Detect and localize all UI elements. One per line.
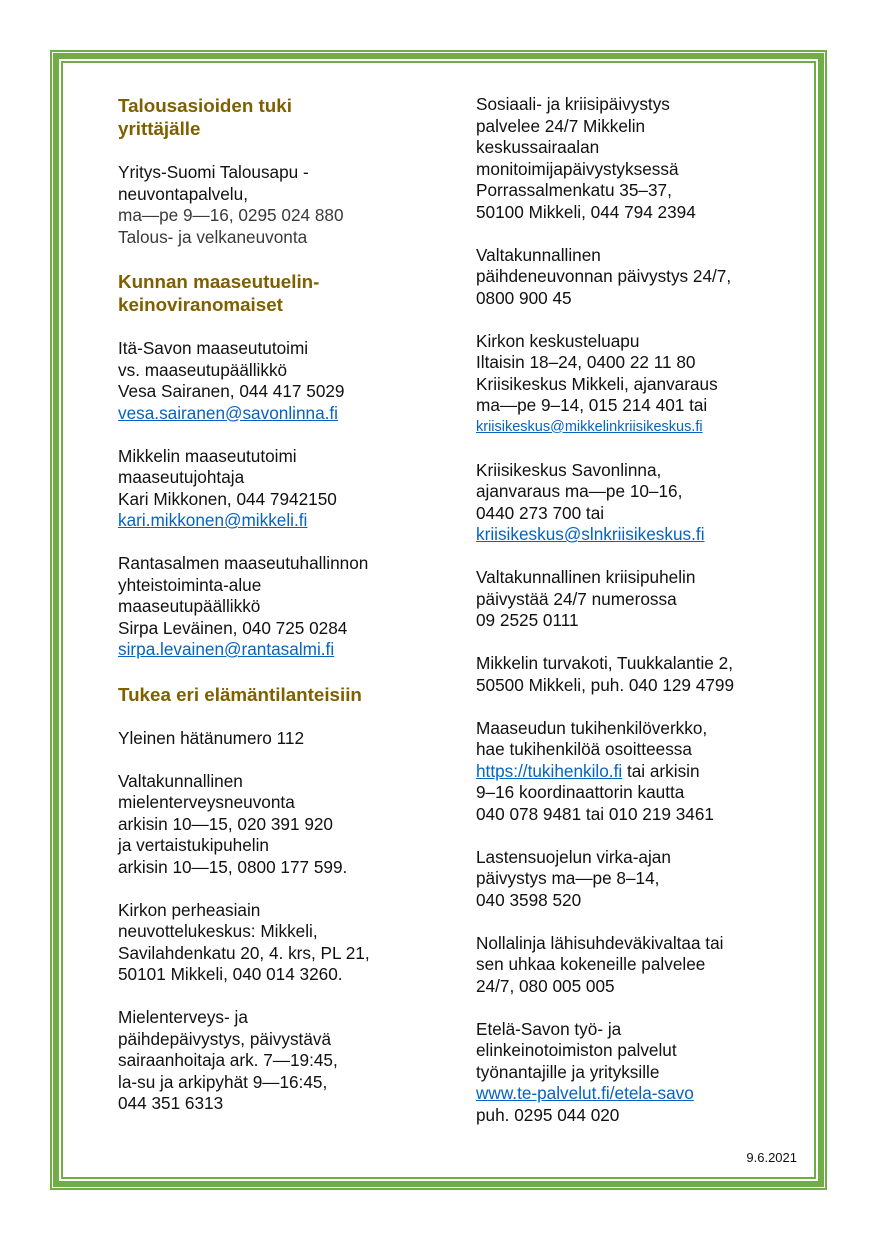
text-line: 0440 273 700 tai <box>476 502 605 523</box>
text-line: Yritys-Suomi Talousapu - <box>118 162 309 182</box>
text-line: elinkeinotoimiston palvelut <box>476 1040 677 1060</box>
text-line: ajanvaraus ma—pe 10–16, <box>476 481 683 501</box>
text-line: Sirpa Leväinen, 040 725 0284 <box>118 617 348 638</box>
text-line: Kirkon keskusteluapu <box>476 330 640 351</box>
heading-tukea-eri-elamantilanteisiin <box>118 683 458 706</box>
block-tukihenkiloverkko <box>476 718 796 826</box>
text-line: 24/7, 080 005 005 <box>476 975 615 996</box>
email-link-vesa-sairanen[interactable]: vesa.sairanen@savonlinna.fi <box>118 402 339 423</box>
heading-line: Talousasioiden tuki <box>118 95 292 116</box>
text-line: Mikkelin maaseututoimi <box>118 445 297 466</box>
text-line: Vesa Sairanen, 044 417 5029 <box>118 381 345 401</box>
text-line: 09 2525 0111 <box>476 610 579 630</box>
text-line: Kriisikeskus Mikkeli, ajanvaraus <box>476 373 718 394</box>
block-sosiaali-kriisipaivystys <box>476 94 796 223</box>
text-line: Itä-Savon maaseututoimi <box>118 338 309 358</box>
block-paihdeneuvonta <box>476 245 796 310</box>
text-line: päivystää 24/7 numerossa <box>476 588 677 609</box>
text-line: sairaanhoitaja ark. 7—19:45, <box>118 1050 338 1070</box>
text-line: Mielenterveys- ja <box>118 1007 248 1027</box>
block-mikkelin-maaseututoimi <box>118 446 458 532</box>
text-line: Mikkelin turvakoti, Tuukkalantie 2, <box>476 653 733 673</box>
text-line: sen uhkaa kokeneille palvelee <box>476 954 706 974</box>
left-column <box>118 94 458 1136</box>
text-line: 50500 Mikkeli, puh. 040 129 4799 <box>476 674 735 695</box>
text-line: arkisin 10—15, 020 391 920 <box>118 813 333 834</box>
text-line: monitoimijapäivystyksessä <box>476 158 679 179</box>
text-line: vs. maaseutupäällikkö <box>118 359 288 380</box>
text-line: Sosiaali- ja kriisipäivystys <box>476 94 670 114</box>
block-mielenterveysneuvonta <box>118 771 458 879</box>
block-kirkon-perheasiain <box>118 900 458 986</box>
heading-line: Tukea eri elämäntilanteisiin <box>118 683 362 705</box>
text-line: maaseutujohtaja <box>118 467 245 487</box>
text-line: ma—pe 9—16, 0295 024 880 <box>118 205 344 225</box>
heading-line: Kunnan maaseutuelin- <box>118 271 320 292</box>
text-line: Talous- ja velkaneuvonta <box>118 226 308 247</box>
text-line: mielenterveysneuvonta <box>118 792 295 812</box>
text-line: 040 078 9481 tai 010 219 3461 <box>476 803 714 824</box>
text-line: Nollalinja lähisuhdeväkivaltaa tai <box>476 932 724 953</box>
email-link-kari-mikkonen[interactable]: kari.mikkonen@mikkeli.fi <box>118 510 308 530</box>
text-line: Kari Mikkonen, 044 7942150 <box>118 488 337 509</box>
right-column <box>476 94 796 1148</box>
block-mielenterveys-paihdepaivystys <box>118 1007 458 1115</box>
text-line: Porrassalmenkatu 35–37, <box>476 180 672 200</box>
block-kriisikeskus-savonlinna <box>476 460 796 546</box>
text-line: päihdeneuvonnan päivystys 24/7, <box>476 266 732 286</box>
text-line: puh. 0295 044 020 <box>476 1104 620 1125</box>
text-line: palvelee 24/7 Mikkelin <box>476 115 646 136</box>
text-line: arkisin 10—15, 0800 177 599. <box>118 856 348 877</box>
text-line: 9–16 koordinaattorin kautta <box>476 782 685 802</box>
text-line: la-su ja arkipyhät 9—16:45, <box>118 1071 328 1092</box>
block-kriisipuhelin <box>476 567 796 632</box>
block-hatanumero <box>118 728 458 750</box>
text-line: hae tukihenkilöä osoitteessa <box>476 739 692 759</box>
block-mikkelin-turvakoti <box>476 653 796 696</box>
block-lastensuojelu <box>476 847 796 912</box>
block-ita-savon-maaseututoimi <box>118 338 458 424</box>
email-link-sln-kriisikeskus[interactable]: kriisikeskus@slnkriisikeskus.fi <box>476 524 705 544</box>
text-line: Savilahdenkatu 20, 4. krs, PL 21, <box>118 942 370 963</box>
text-line: 50100 Mikkeli, 044 794 2394 <box>476 201 696 222</box>
text-line: Kriisikeskus Savonlinna, <box>476 459 662 480</box>
block-nollalinja <box>476 933 796 998</box>
text-line: Lastensuojelun virka-ajan <box>476 846 671 867</box>
text-line: Kirkon perheasiain <box>118 899 261 920</box>
text-line: päihdepäivystys, päivystävä <box>118 1028 332 1049</box>
email-link-mikkelin-kriisikeskus[interactable]: kriisikeskus@mikkelinkriisikeskus.fi <box>476 418 703 435</box>
text-line: työnantajille ja yrityksille <box>476 1061 660 1082</box>
text-line: neuvontapalvelu, <box>118 183 248 204</box>
block-kirkon-keskusteluapu <box>476 331 796 439</box>
email-link-sirpa-levainen[interactable]: sirpa.levainen@rantasalmi.fi <box>118 639 335 659</box>
block-rantasalmen-maaseutuhallinto <box>118 553 458 661</box>
text-line: Rantasalmen maaseutuhallinnon <box>118 553 369 573</box>
text-line: neuvottelukeskus: Mikkeli, <box>118 921 318 941</box>
text-line: 044 351 6313 <box>118 1093 224 1113</box>
text-line: ma—pe 9–14, 015 214 401 tai <box>476 395 708 415</box>
text-line: päivystys ma—pe 8–14, <box>476 868 660 888</box>
document-date: 9.6.2021 <box>746 1150 797 1165</box>
text-line: Maaseudun tukihenkilöverkko, <box>476 717 708 738</box>
text-line: yhteistoiminta-alue <box>118 574 262 595</box>
text-line: maaseutupäällikkö <box>118 596 261 616</box>
text-line: 040 3598 520 <box>476 889 582 910</box>
text-line: Valtakunnallinen <box>476 244 601 265</box>
heading-line: yrittäjälle <box>118 118 201 139</box>
text-fragment: tai arkisin <box>622 760 700 781</box>
text-line: ja vertaistukipuhelin <box>118 835 269 855</box>
block-yritys-suomi <box>118 162 458 248</box>
text-line: Iltaisin 18–24, 0400 22 11 80 <box>476 352 696 372</box>
text-line: 50101 Mikkeli, 040 014 3260. <box>118 964 343 984</box>
text-line: Valtakunnallinen <box>118 770 243 791</box>
heading-kunnan-maaseutuelinkeinoviranomaiset <box>118 270 458 316</box>
heading-line: keinoviranomaiset <box>118 294 283 315</box>
text-line: Valtakunnallinen kriisipuhelin <box>476 567 696 587</box>
text-line: Yleinen hätänumero 112 <box>118 727 305 748</box>
text-line: keskussairaalan <box>476 137 600 157</box>
heading-talousasioiden-tuki <box>118 94 458 140</box>
web-link-te-palvelut[interactable]: www.te-palvelut.fi/etela-savo <box>476 1083 694 1103</box>
text-line <box>476 761 796 783</box>
text-line: Etelä-Savon työ- ja <box>476 1018 622 1039</box>
block-te-palvelut <box>476 1019 796 1127</box>
text-line: 0800 900 45 <box>476 287 572 308</box>
web-link-tukihenkilo[interactable]: https://tukihenkilo.fi <box>476 760 623 781</box>
